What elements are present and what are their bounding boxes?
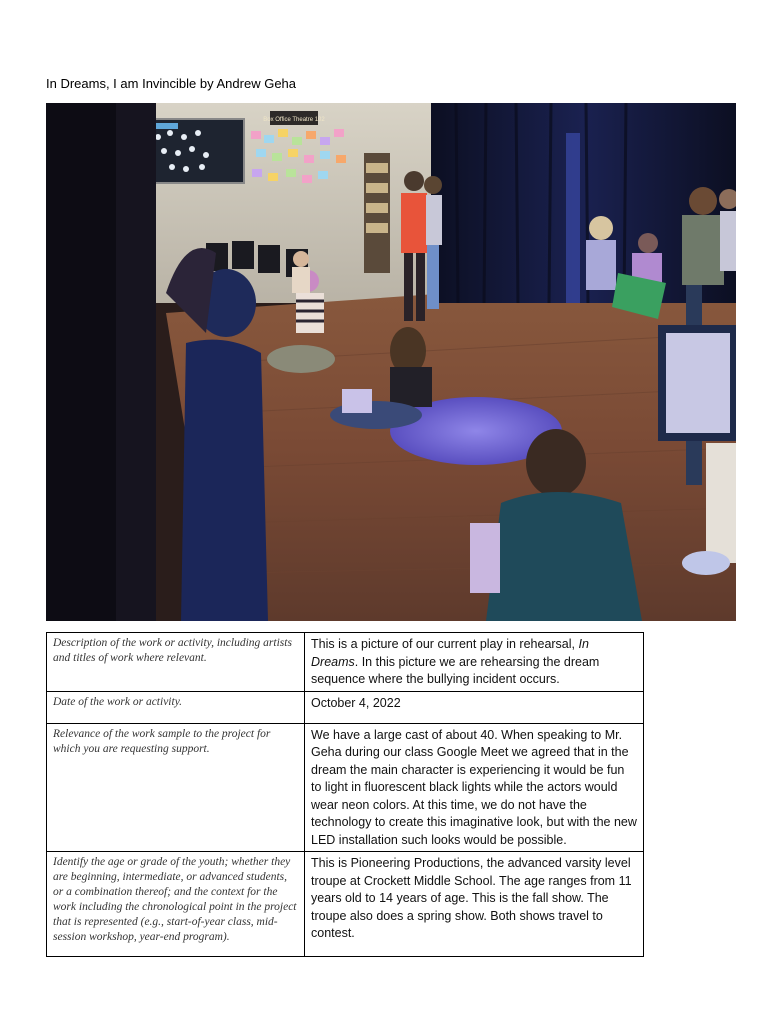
table-row — [47, 852, 644, 957]
table-row — [47, 723, 644, 852]
answer-cell: We have a large cast of about 40. When speaking to Mr. Geha during our class Google Meet we agreed that in the dream the main character is experiencing it would be fun to light in fluorescent black lights while the actors would wear neon colors. At this time, we do not have the technology to create this imaginative look, but with the new LED installation such looks would be possible. — [305, 723, 644, 852]
question-cell: Date of the work or activity. — [47, 691, 305, 723]
table-row — [47, 633, 644, 692]
question-cell: Description of the work or activity, including artists and titles of work where relevant. — [47, 633, 305, 692]
rehearsal-photo — [46, 103, 736, 621]
document-title: In Dreams, I am Invincible by Andrew Geha — [46, 76, 297, 91]
question-cell: Identify the age or grade of the youth; whether they are beginning, intermediate, or advanced students, or a combination thereof; and the context for the work including the chronological point in the project that is represented (e.g., start-of-year class, mid-session workshop, year-end program). — [47, 852, 305, 957]
theatre-sign: Box Office Theatre 102 — [263, 117, 325, 123]
answer-cell: This is a picture of our current play in rehearsal, In Dreams. In this picture we are rehearsing the dream sequence where the bullying incident occurs. — [305, 633, 644, 692]
info-table — [46, 632, 644, 957]
answer-cell: This is Pioneering Productions, the advanced varsity level troupe at Crockett Middle School. The age ranges from 11 years old to 14 years of age. This is the fall show. The troupe also does a spring show. Both shows travel to contest. — [305, 852, 644, 957]
table-row — [47, 691, 644, 723]
question-cell: Relevance of the work sample to the project for which you are requesting support. — [47, 723, 305, 852]
answer-cell: October 4, 2022 — [305, 691, 644, 723]
